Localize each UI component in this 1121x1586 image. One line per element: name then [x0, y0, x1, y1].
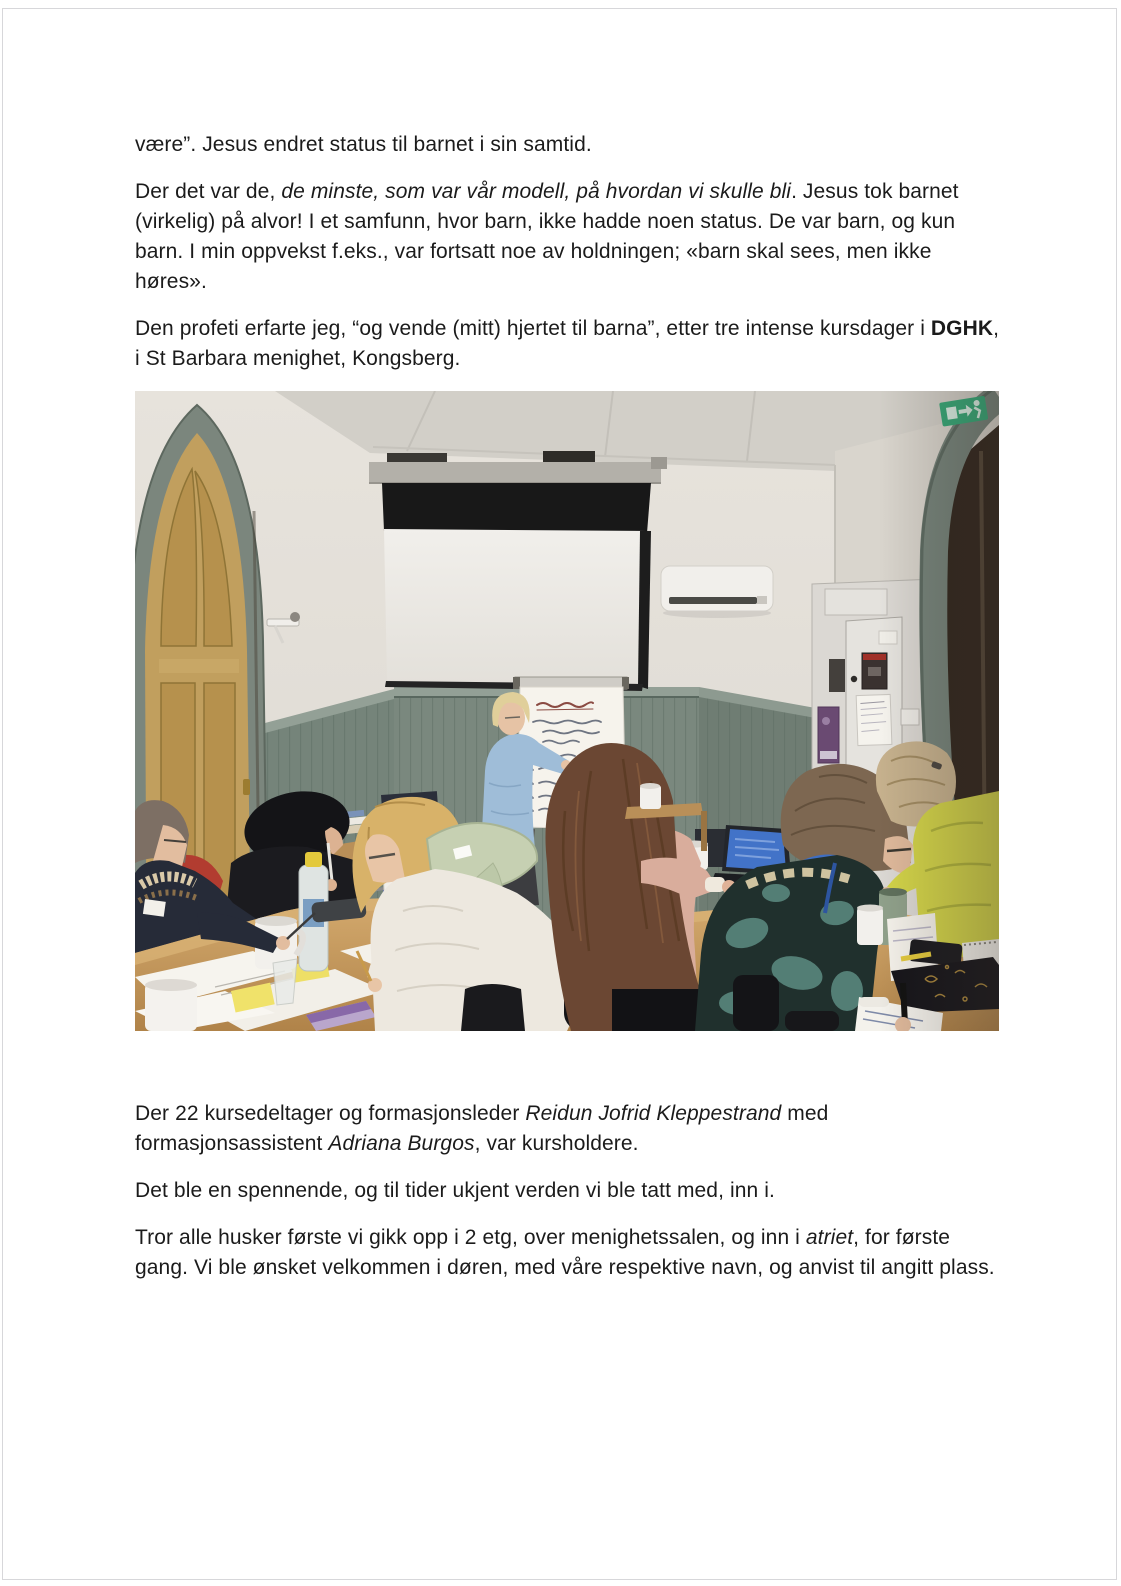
text-segment: DGHK — [930, 317, 994, 340]
text-segment: Der det var de, — [135, 180, 282, 203]
document-page — [2, 8, 1117, 1580]
paragraph — [135, 1223, 1001, 1283]
text-segment: atriet — [805, 1226, 854, 1249]
small-poster — [829, 659, 845, 692]
text-segment: Reidun Jofrid Kleppestrand — [525, 1102, 782, 1125]
course-photo — [135, 391, 999, 1031]
purple-poster — [818, 707, 839, 763]
text-segment: Det ble en spennende, og til tider ukjent verden vi ble tatt med, inn i. — [135, 1179, 775, 1202]
cabinet-lock — [851, 676, 857, 682]
paragraph — [135, 1176, 1001, 1206]
text-segment: Den profeti erfarte jeg, “og vende (mitt) hjertet til barna”, etter tre intense kursdager i — [135, 317, 931, 340]
air-conditioner — [661, 566, 773, 618]
text-segment: , for første gang. Vi ble ønsket velkommen i døren, med våre respektive navn, og anvist til angitt plass. — [135, 1226, 995, 1279]
document-content — [135, 130, 1001, 1300]
text-segment: Adriana Burgos — [328, 1132, 475, 1155]
coffee-mug — [145, 979, 197, 1031]
paragraph — [135, 177, 1001, 297]
name-badge — [143, 899, 166, 917]
white-cuff — [705, 877, 725, 892]
paragraph — [135, 130, 1001, 160]
classroom-scene — [135, 391, 999, 1031]
door-handle — [243, 779, 250, 795]
text-segment: Der 22 kursedeltager og formasjonsleder — [135, 1102, 526, 1125]
paragraph — [135, 314, 1001, 374]
paragraph — [135, 1099, 1001, 1159]
photo-vignette — [879, 391, 999, 1031]
text-segment: . Jesus tok barnet (virkelig) på alvor! I et samfunn, hvor barn, ikke hadde noen status. De var barn, og kun barn. I min oppvekst f.eks., var fortsatt noe av holdningen; «barn skal sees, men ikke høres». — [135, 180, 959, 293]
drinking-glass — [273, 959, 297, 1005]
text-segment: med formasjonsassistent — [135, 1102, 829, 1155]
projector-screen — [369, 451, 667, 691]
text-segment: , i St Barbara menighet, Kongsberg. — [135, 317, 1000, 370]
text-segment: være”. Jesus endret status til barnet i sin samtid. — [135, 133, 592, 156]
text-segment: , var kursholdere. — [474, 1132, 639, 1155]
text-segment: de minste, som var vår modell, på hvordan vi skulle bli — [281, 180, 792, 203]
text-segment: Tror alle husker første vi gikk opp i 2 etg, over menighetssalen, og inn i — [135, 1226, 806, 1249]
